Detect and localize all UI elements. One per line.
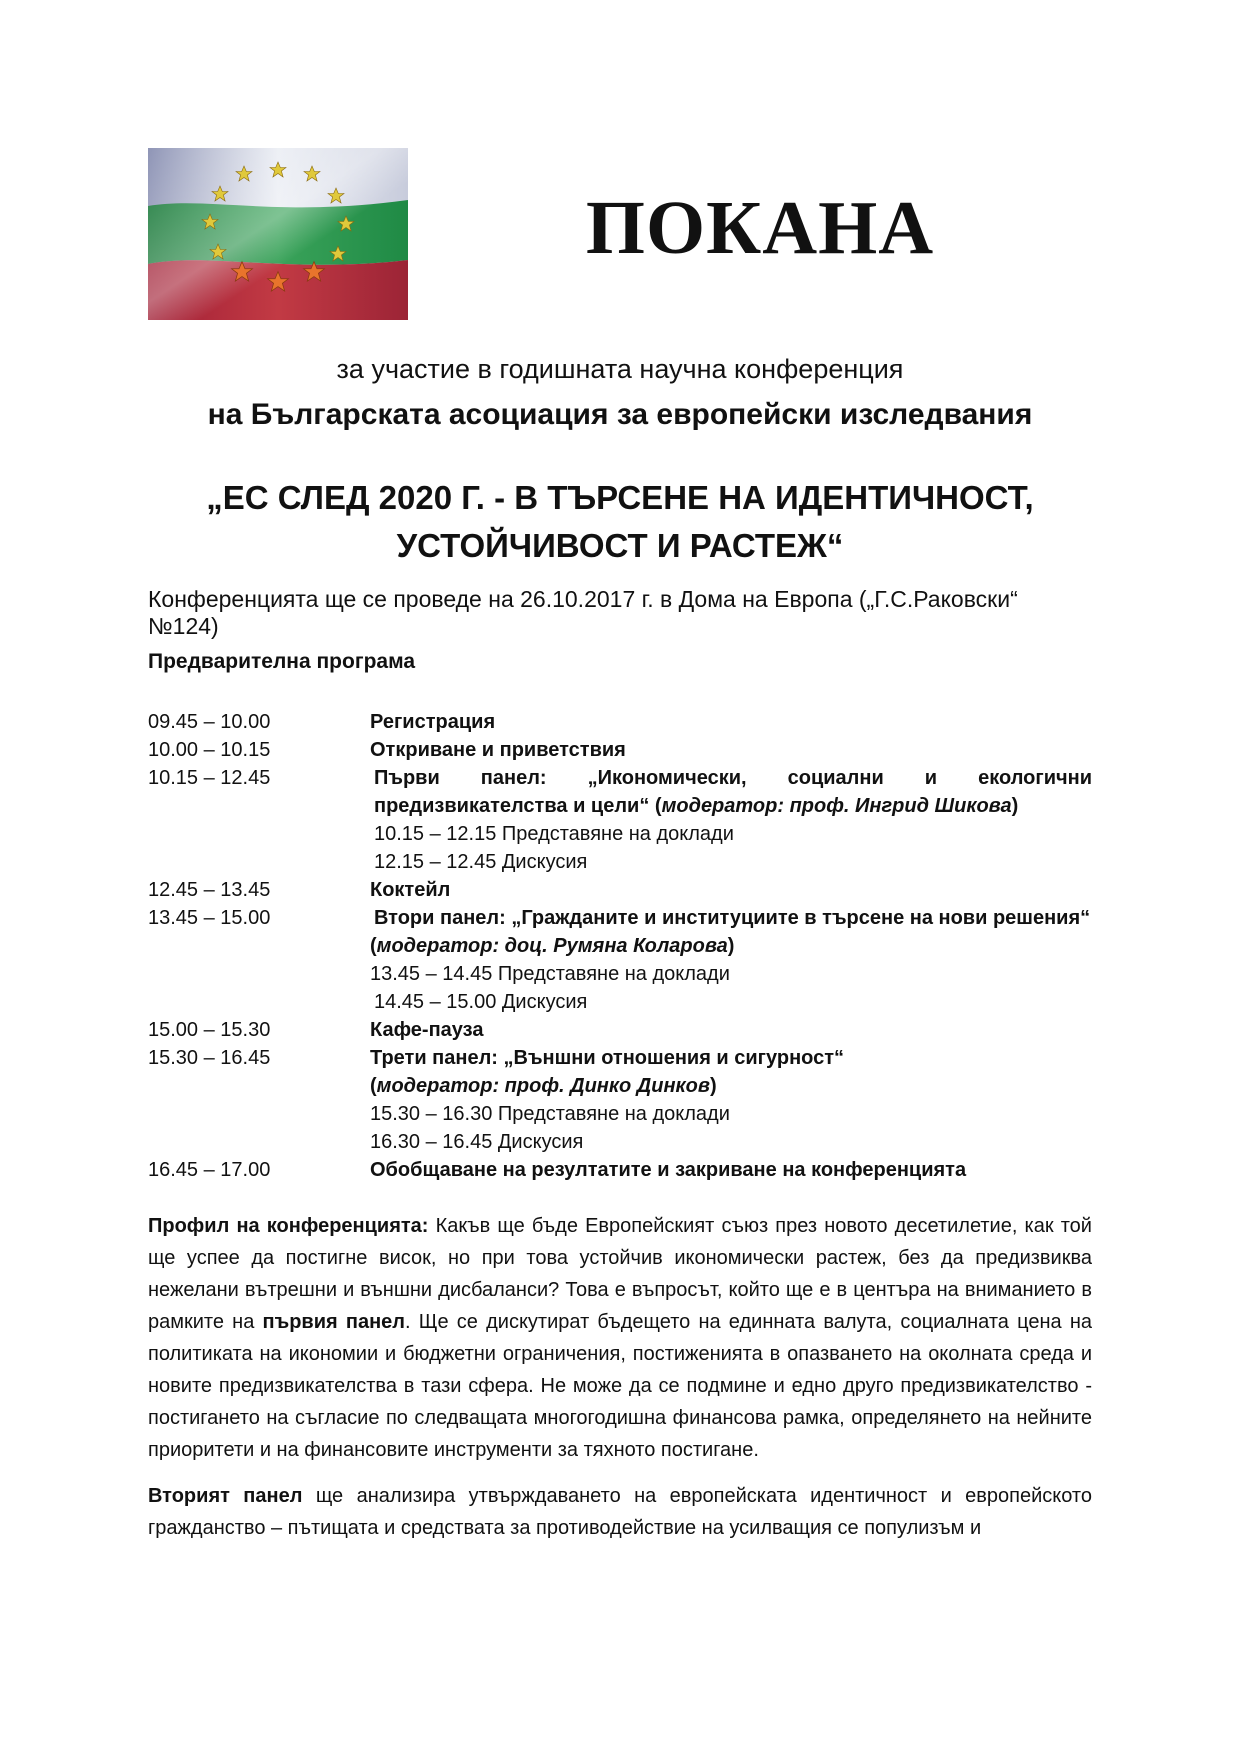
schedule-time: 10.15 – 12.45 bbox=[148, 767, 271, 789]
panel-3-paren-open: ( bbox=[370, 1075, 377, 1097]
schedule-label: Откриване и приветствия bbox=[370, 739, 626, 761]
panel-3-sub-session: 15.30 – 16.30 Представяне на доклади bbox=[370, 1103, 730, 1125]
schedule-time: 15.00 – 15.30 bbox=[148, 1019, 271, 1041]
panel-1-title-line: Първи панел: „Икономически, социални и екологични bbox=[374, 767, 1092, 789]
schedule-row bbox=[148, 1016, 1092, 1044]
conference-title bbox=[148, 474, 1092, 570]
profile-paragraph-1 bbox=[148, 1210, 1092, 1466]
program-heading: Предварителна програма bbox=[148, 650, 416, 673]
panel-1-details bbox=[370, 764, 1092, 876]
profile-text: ще анализира утвърждаването на европейската идентичност и европейското гражданство – пътищата и средствата за противодействие на усилващия се популизъм и bbox=[148, 1485, 1092, 1539]
panel-1-moderator-line bbox=[374, 792, 1092, 820]
panel-2-paren-close: ) bbox=[727, 935, 735, 957]
schedule-label: Коктейл bbox=[370, 879, 451, 901]
schedule-row bbox=[148, 876, 1092, 904]
schedule-label: Обобщаване на резултатите и закриване на конференцията bbox=[370, 1159, 967, 1181]
schedule-time: 13.45 – 15.00 bbox=[148, 907, 271, 929]
panel-2-sub-session: 14.45 – 15.00 Дискусия bbox=[374, 991, 588, 1013]
conference-title-line-1: „ЕС СЛЕД 2020 Г. - В ТЪРСЕНЕ НА ИДЕНТИЧНОСТ, bbox=[206, 479, 1034, 516]
panel-3-title-line: Трети панел: „Външни отношения и сигурност“ bbox=[370, 1047, 845, 1069]
panel-1-title-cont: предизвикателства и цели“ ( bbox=[374, 795, 662, 817]
panel-2-moderator: модератор: доц. Румяна Коларова bbox=[376, 935, 728, 957]
panel-2-details bbox=[370, 904, 1092, 1016]
schedule-row-panel-3 bbox=[148, 1044, 1092, 1156]
panel-1-sub-session: 12.15 – 12.45 Дискусия bbox=[374, 851, 588, 873]
profile-paragraph-2 bbox=[148, 1480, 1092, 1544]
schedule-row-panel-1 bbox=[148, 764, 1092, 876]
schedule-label: Регистрация bbox=[370, 711, 496, 733]
profile-emphasis: първия панел bbox=[262, 1311, 405, 1333]
schedule-time: 16.45 – 17.00 bbox=[148, 1159, 271, 1181]
schedule-row bbox=[148, 708, 1092, 736]
invitation-subtitle: за участие в годишната научна конференция bbox=[336, 354, 904, 384]
panel-3-paren-close: ) bbox=[709, 1075, 717, 1097]
schedule-label: Кафе-пауза bbox=[370, 1019, 484, 1041]
organizer-name: на Българската асоциация за европейски изследвания bbox=[207, 398, 1033, 431]
profile-text: . Ще се дискутират бъдещето на единната валута, социалната цена на политиката на икономии и бюджетни ограничения, постиженията в опазването на околната среда и новите предизвикателства в тази сфера. Не може да се подмине и едно друго предизвикателство - постигането на съгласие по следващата многогодишна финансова рамка, определянето на нейните приоритети и на финансовите инструменти за тяхното постигане. bbox=[148, 1311, 1092, 1461]
eu-bulgaria-flag-image bbox=[148, 148, 408, 320]
panel-2-sub-session: 13.45 – 14.45 Представяне на доклади bbox=[370, 963, 730, 985]
panel-1-sub-session: 10.15 – 12.15 Представяне на доклади bbox=[374, 823, 734, 845]
document-title: ПОКАНА bbox=[585, 186, 935, 270]
panel-2-title-line: Втори панел: „Гражданите и институциите в търсене на нови решения“ bbox=[374, 907, 1091, 929]
profile-lead: Профил на конференцията: bbox=[148, 1215, 429, 1237]
flag-graphic bbox=[148, 148, 408, 320]
conference-profile bbox=[148, 1210, 1092, 1558]
schedule-time: 12.45 – 13.45 bbox=[148, 879, 271, 901]
profile-text: Какъв ще бъде Европейският съюз през новото десетилетие, как той ще успее да постигне висок, но при това устойчив икономически растеж, без да предизвиква нежелани вътрешни и външни дисбаланси? Това е въпросът, който ще е в центъра на вниманието в рамките на bbox=[148, 1215, 1092, 1333]
panel-1-paren-close: ) bbox=[1011, 795, 1019, 817]
panel-1-moderator: модератор: проф. Ингрид Шикова bbox=[661, 795, 1012, 817]
panel-2-moderator-line bbox=[370, 932, 1092, 960]
panel-3-details bbox=[370, 1044, 1092, 1156]
conference-title-line-2: УСТОЙЧИВОСТ И РАСТЕЖ“ bbox=[396, 527, 844, 564]
venue-text: Конференцията ще се проведе на 26.10.2017 г. в Дома на Европа („Г.С.Раковски“ №124) bbox=[148, 586, 1018, 639]
schedule-time: 15.30 – 16.45 bbox=[148, 1047, 271, 1069]
panel-3-sub-session: 16.30 – 16.45 Дискусия bbox=[370, 1131, 584, 1153]
schedule-time: 09.45 – 10.00 bbox=[148, 711, 271, 733]
schedule-row bbox=[148, 736, 1092, 764]
schedule-row bbox=[148, 1156, 1092, 1184]
schedule-time: 10.00 – 10.15 bbox=[148, 739, 271, 761]
panel-3-moderator-line bbox=[370, 1072, 1092, 1100]
panel-3-moderator: модератор: проф. Динко Динков bbox=[376, 1075, 710, 1097]
schedule-row-panel-2 bbox=[148, 904, 1092, 1016]
program-schedule bbox=[148, 708, 1092, 1184]
profile-lead: Вторият панел bbox=[148, 1485, 303, 1507]
panel-2-paren-open: ( bbox=[370, 935, 377, 957]
